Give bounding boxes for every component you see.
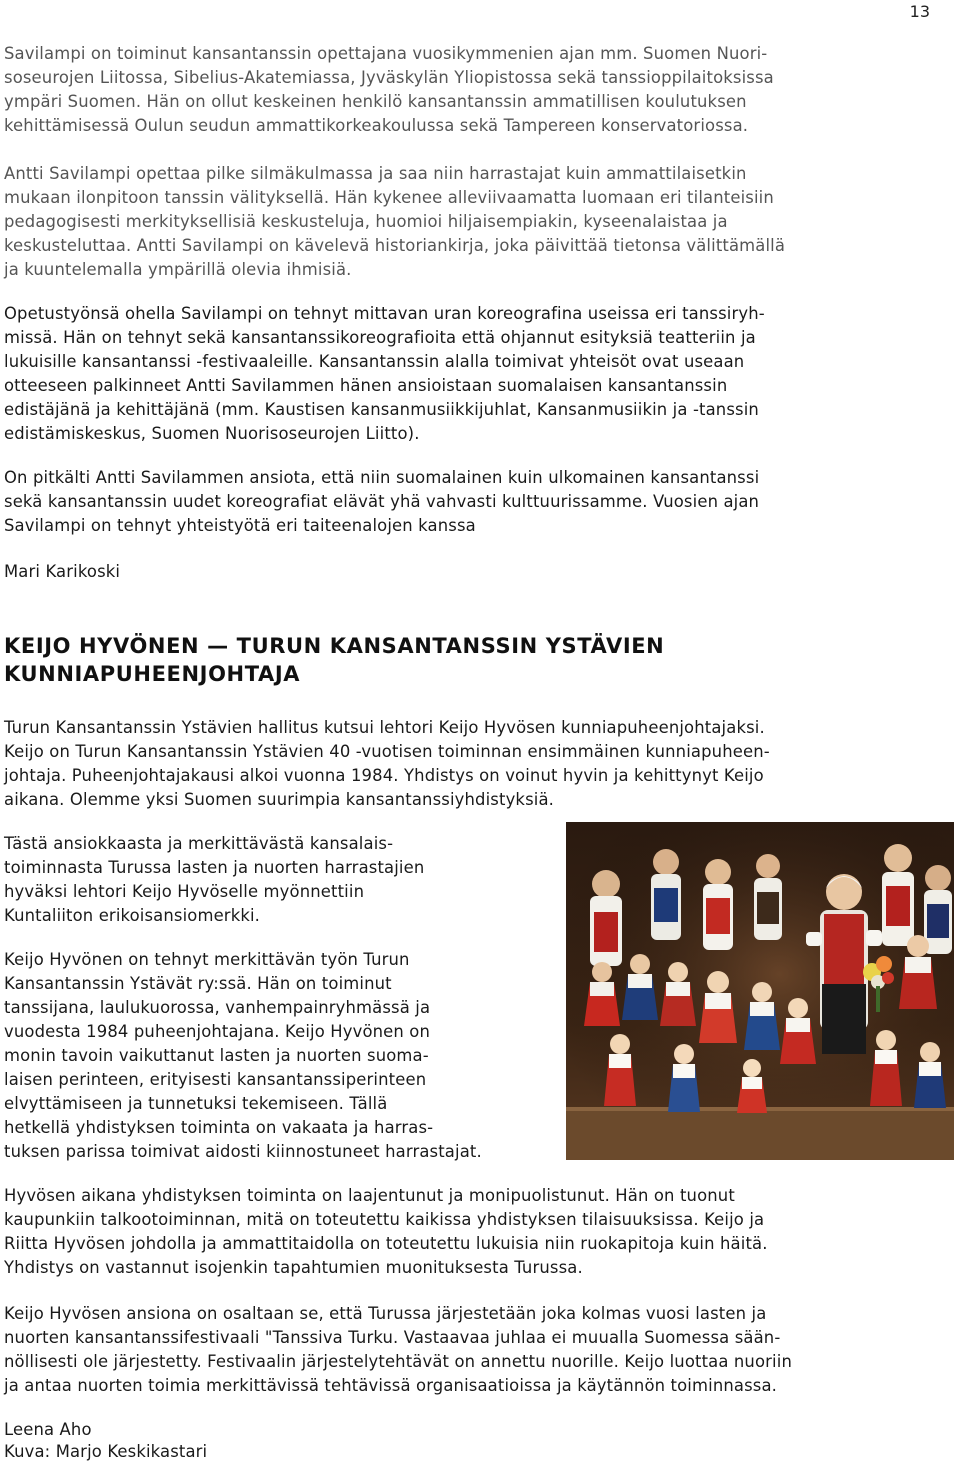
photo-credit: Kuva: Marjo Keskikastari xyxy=(4,1442,208,1461)
heading-line: KUNNIAPUHEENJOHTAJA xyxy=(4,662,301,686)
text-line: nuorten kansantanssifestivaali "Tanssiva Turku. Vastaavaa juhlaa ei muualla Suomessa sään- xyxy=(4,1328,781,1347)
author-signature-2: Leena Aho xyxy=(4,1420,92,1439)
text-line: tuksen parissa toimivat aidosti kiinnostuneet harrastajat. xyxy=(4,1142,482,1161)
text-line: kaupunkiin talkootoiminnan, mitä on toteutettu kaikissa yhdistyksen tilaisuuksissa. Keijo ja xyxy=(4,1210,765,1229)
text-line: ja kuuntelemalla ympärillä olevia ihmisiä. xyxy=(4,260,352,279)
text-line: hetkellä yhdistyksen toiminta on vakaata ja harras- xyxy=(4,1118,434,1137)
paragraph-savilampi-choreography xyxy=(4,302,765,446)
text-line: kehittämisessä Oulun seudun ammattikorkeakoulussa sekä Tampereen konservatoriossa. xyxy=(4,116,749,135)
text-line: soseurojen Liitossa, Sibelius-Akatemiassa, Jyväskylän Yliopistossa sekä tanssioppilaitoksissa xyxy=(4,68,774,87)
text-line: Tästä ansiokkaasta ja merkittävästä kansalais- xyxy=(4,834,394,853)
text-line: Keijo on Turun Kansantanssin Ystävien 40 -vuotisen toiminnan ensimmäinen kunniapuheen- xyxy=(4,742,770,761)
text-line: johtaja. Puheenjohtajakausi alkoi vuonna 1984. Yhdistys on voinut hyvin ja kehittynyt Keijo xyxy=(4,766,764,785)
text-line: Antti Savilampi opettaa pilke silmäkulmassa ja saa niin harrastajat kuin ammattilaisetkin xyxy=(4,164,747,183)
text-line: pedagogisesti merkityksellisiä keskusteluja, huomioi hiljaisempiakin, kyseenalaistaa ja xyxy=(4,212,728,231)
paragraph-savilampi-career xyxy=(4,42,774,138)
text-line: On pitkälti Antti Savilammen ansiota, että niin suomalainen kuin ulkomainen kansantanssi xyxy=(4,468,760,487)
paragraph-hyvonen-activities xyxy=(4,1184,768,1280)
paragraph-savilampi-legacy xyxy=(4,466,759,538)
author-signature: Mari Karikoski xyxy=(4,562,121,581)
paragraph-hyvonen-intro xyxy=(4,716,770,812)
text-line: Kuntaliiton erikoisansiomerkki. xyxy=(4,906,261,925)
text-line: Savilampi on toiminut kansantanssin opettajana vuosikymmenien ajan mm. Suomen Nuori- xyxy=(4,44,768,63)
paragraph-hyvonen-festival xyxy=(4,1302,792,1398)
text-line: Opetustyönsä ohella Savilampi on tehnyt mittavan uran koreografina useissa eri tanssiryh- xyxy=(4,304,765,323)
text-line: nöllisesti ole järjestetty. Festivaalin järjestelytehtävät on annettu nuorille. Keijo luottaa nuoriin xyxy=(4,1352,792,1371)
text-line: Turun Kansantanssin Ystävien hallitus kutsui lehtori Keijo Hyvösen kunniapuheenjohtajaksi. xyxy=(4,718,765,737)
text-line: keskusteluttaa. Antti Savilampi on kävelevä historiankirja, joka päivittää tietonsa välittämällä xyxy=(4,236,786,255)
text-line: elvyttämiseen ja tunnetuksi tekemiseen. Tällä xyxy=(4,1094,388,1113)
text-line: Savilampi on tehnyt yhteistyötä eri taiteenalojen kanssa xyxy=(4,516,476,535)
text-line: monin tavoin vaikuttanut lasten ja nuorten suoma- xyxy=(4,1046,429,1065)
heading-line: KEIJO HYVÖNEN — TURUN KANSANTANSSIN YSTÄVIEN xyxy=(4,634,665,658)
text-line: ympäri Suomen. Hän on ollut keskeinen henkilö kansantanssin ammatillisen koulutuksen xyxy=(4,92,747,111)
paragraph-savilampi-teaching xyxy=(4,162,785,282)
text-line: toiminnasta Turussa lasten ja nuorten harrastajien xyxy=(4,858,425,877)
text-line: Keijo Hyvönen on tehnyt merkittävän työn Turun xyxy=(4,950,410,969)
text-line: lukuisille kansantanssi -festivaaleille. Kansantanssin alalla toimivat yhteisöt ovat useaan xyxy=(4,352,745,371)
article-heading xyxy=(4,632,664,688)
text-line: otteeseen palkinneet Antti Savilammen hänen ansioistaan suomalaisen kansantanssin xyxy=(4,376,728,395)
text-line: vuodesta 1984 puheenjohtajana. Keijo Hyvönen on xyxy=(4,1022,431,1041)
paragraph-hyvonen-award xyxy=(4,832,424,928)
text-line: tanssijana, laulukuorossa, vanhempainryhmässä ja xyxy=(4,998,431,1017)
text-line: Riitta Hyvösen johdolla ja ammattitaidolla on toteutettu lukuisia niin ruokapitoja kuin häitä. xyxy=(4,1234,768,1253)
text-line: Keijo Hyvösen ansiona on osaltaan se, että Turussa järjestetään joka kolmas vuosi lasten ja xyxy=(4,1304,767,1323)
text-line: mukaan ilonpitoon tanssin välityksellä. Hän kykenee alleviivaamatta luomaan eri tilanteisiin xyxy=(4,188,774,207)
text-line: aikana. Olemme yksi Suomen suurimpia kansantanssiyhdistyksiä. xyxy=(4,790,555,809)
text-line: ja antaa nuorten toimia merkittävissä tehtävissä organisaatioissa ja käytännön toiminnassa. xyxy=(4,1376,778,1395)
page-number: 13 xyxy=(909,2,930,21)
text-line: edistäjänä ja kehittäjänä (mm. Kaustisen kansanmusiikkijuhlat, Kansanmusiikin ja -tanssin xyxy=(4,400,759,419)
text-line: Hyvösen aikana yhdistyksen toiminta on laajentunut ja monipuolistunut. Hän on tuonut xyxy=(4,1186,735,1205)
text-line: sekä kansantanssin uudet koreografiat elävät yhä vahvasti kulttuurissamme. Vuosien ajan xyxy=(4,492,760,511)
text-line: Yhdistys on vastannut isojenkin tapahtumien muonituksesta Turussa. xyxy=(4,1258,583,1277)
text-line: hyväksi lehtori Keijo Hyvöselle myönnettiin xyxy=(4,882,365,901)
paragraph-hyvonen-work xyxy=(4,948,482,1164)
text-line: Kansantanssin Ystävät ry:ssä. Hän on toiminut xyxy=(4,974,392,993)
text-line: laisen perinteen, erityisesti kansantanssiperinteen xyxy=(4,1070,427,1089)
text-line: missä. Hän on tehnyt sekä kansantanssikoreografioita että ohjannut esityksiä teatteriin ja xyxy=(4,328,756,347)
folk-dance-stage-photo xyxy=(566,822,954,1160)
text-line: edistämiskeskus, Suomen Nuorisoseurojen Liitto). xyxy=(4,424,420,443)
